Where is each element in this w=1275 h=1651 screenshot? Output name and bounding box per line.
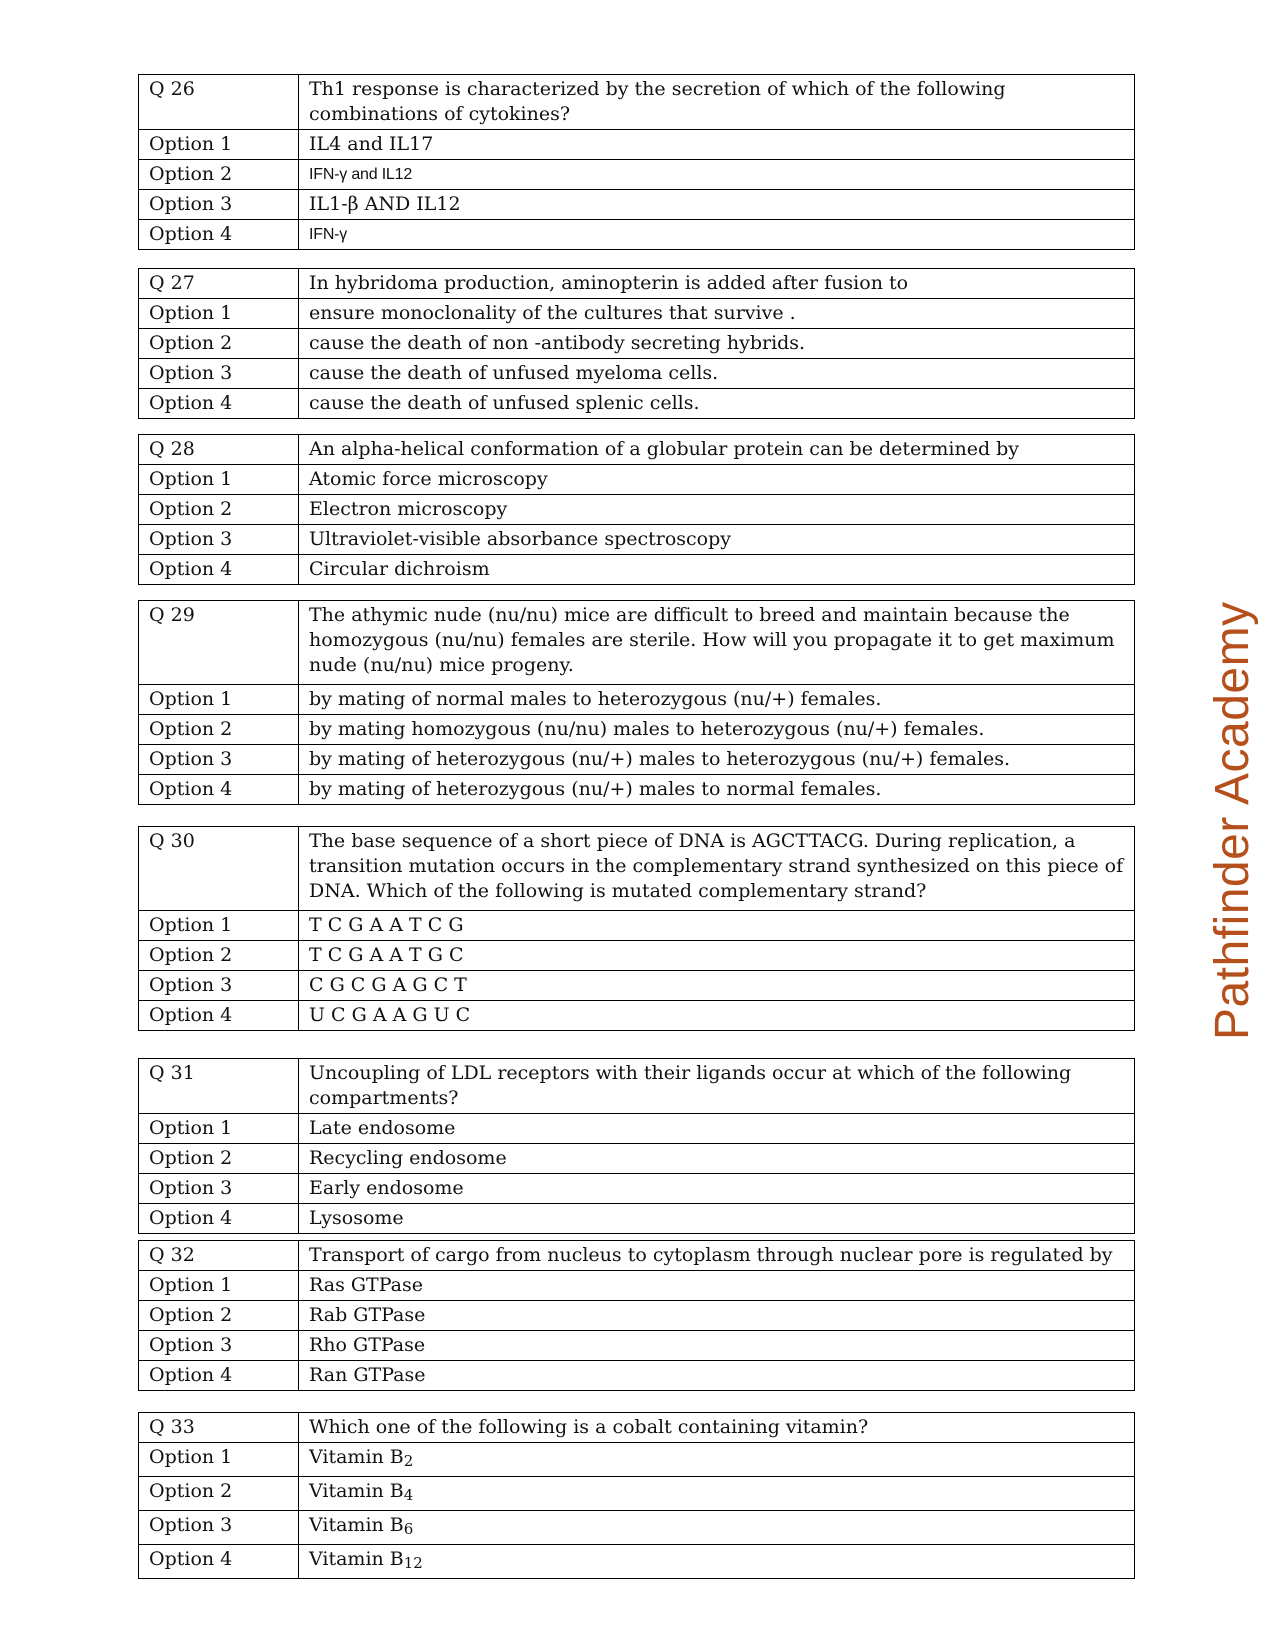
question-table-q26 [138, 74, 1135, 250]
question-number: Q 28 [139, 435, 299, 465]
question-text: Which one of the following is a cobalt containing vitamin? [299, 1413, 1135, 1443]
option-row [139, 775, 1135, 805]
option-label: Option 2 [139, 329, 299, 359]
question-text: The base sequence of a short piece of DNA is AGCTTACG. During replication, a transition mutation occurs in the complementary strand synthesized on this piece of DNA. Which of the following is mutated complementary strand? [299, 827, 1135, 911]
option-row [139, 555, 1135, 585]
option-text: Rab GTPase [299, 1301, 1135, 1331]
option-label: Option 3 [139, 525, 299, 555]
option-label: Option 2 [139, 1301, 299, 1331]
option-row [139, 941, 1135, 971]
question-text: The athymic nude (nu/nu) mice are difficult to breed and maintain because the homozygous (nu/nu) females are sterile. How will you propagate it to get maximum nude (nu/nu) mice progeny. [299, 601, 1135, 685]
option-label: Option 3 [139, 1331, 299, 1361]
option-row [139, 220, 1135, 250]
option-label: Option 4 [139, 775, 299, 805]
option-text [299, 1545, 1135, 1579]
option-text: cause the death of unfused myeloma cells. [299, 359, 1135, 389]
option-row [139, 329, 1135, 359]
option-row [139, 745, 1135, 775]
vitamin-subscript: 6 [403, 1520, 414, 1538]
option-text: Ras GTPase [299, 1271, 1135, 1301]
question-number: Q 31 [139, 1059, 299, 1114]
option-label: Option 2 [139, 715, 299, 745]
option-text: cause the death of unfused splenic cells. [299, 389, 1135, 419]
option-text: cause the death of non -antibody secreting hybrids. [299, 329, 1135, 359]
option-text: Atomic force microscopy [299, 465, 1135, 495]
option-label: Option 1 [139, 465, 299, 495]
option-row [139, 1271, 1135, 1301]
option-label: Option 2 [139, 1144, 299, 1174]
option-text [299, 1477, 1135, 1511]
option-row [139, 359, 1135, 389]
option-text: Rho GTPase [299, 1331, 1135, 1361]
question-row [139, 827, 1135, 911]
question-table-q30 [138, 826, 1135, 1031]
option-label: Option 1 [139, 299, 299, 329]
watermark-text: Pathfinder Academy [1206, 601, 1259, 1040]
option-text-main: Vitamin B [309, 1446, 404, 1468]
option-text [299, 1443, 1135, 1477]
question-row [139, 1059, 1135, 1114]
option-label: Option 1 [139, 1443, 299, 1477]
question-table-q28 [138, 434, 1135, 585]
option-label: Option 3 [139, 359, 299, 389]
option-label: Option 3 [139, 190, 299, 220]
option-text-main: Vitamin B [309, 1548, 404, 1570]
question-table-q31 [138, 1058, 1135, 1234]
option-label: Option 1 [139, 911, 299, 941]
option-row [139, 971, 1135, 1001]
option-label: Option 4 [139, 1001, 299, 1031]
question-number: Q 27 [139, 269, 299, 299]
option-text: IFN-γ and IL12 [299, 160, 1135, 190]
option-label: Option 2 [139, 495, 299, 525]
question-table-q32 [138, 1240, 1135, 1391]
option-text: Lysosome [299, 1204, 1135, 1234]
option-row [139, 1174, 1135, 1204]
question-table-q27 [138, 268, 1135, 419]
option-row [139, 299, 1135, 329]
option-row [139, 495, 1135, 525]
option-label: Option 3 [139, 1511, 299, 1545]
vitamin-subscript: 4 [403, 1486, 414, 1504]
vitamin-subscript: 2 [403, 1452, 414, 1470]
option-row [139, 1204, 1135, 1234]
question-row [139, 1413, 1135, 1443]
option-text: IL4 and IL17 [299, 130, 1135, 160]
option-label: Option 3 [139, 1174, 299, 1204]
question-text: In hybridoma production, aminopterin is added after fusion to [299, 269, 1135, 299]
question-text: An alpha-helical conformation of a globular protein can be determined by [299, 435, 1135, 465]
option-row [139, 130, 1135, 160]
option-row [139, 911, 1135, 941]
option-label: Option 1 [139, 1271, 299, 1301]
option-text: IFN-γ [299, 220, 1135, 250]
option-text: IL1-β AND IL12 [299, 190, 1135, 220]
option-text: by mating of heterozygous (nu/+) males to heterozygous (nu/+) females. [299, 745, 1135, 775]
option-row [139, 715, 1135, 745]
option-label: Option 4 [139, 555, 299, 585]
question-table-q33 [138, 1412, 1135, 1579]
question-row [139, 601, 1135, 685]
option-text: T C G A A T G C [299, 941, 1135, 971]
option-label: Option 4 [139, 389, 299, 419]
option-label: Option 3 [139, 745, 299, 775]
option-label: Option 2 [139, 941, 299, 971]
option-row [139, 1331, 1135, 1361]
option-label: Option 1 [139, 130, 299, 160]
question-table-q29 [138, 600, 1135, 805]
question-text: Transport of cargo from nucleus to cytoplasm through nuclear pore is regulated by [299, 1241, 1135, 1271]
option-label: Option 4 [139, 1204, 299, 1234]
option-text: Early endosome [299, 1174, 1135, 1204]
option-text-main: Vitamin B [309, 1480, 404, 1502]
option-row [139, 685, 1135, 715]
option-text: U C G A A G U C [299, 1001, 1135, 1031]
option-row [139, 1144, 1135, 1174]
option-text: C G C G A G C T [299, 971, 1135, 1001]
vitamin-subscript: 12 [403, 1554, 423, 1572]
option-text: Recycling endosome [299, 1144, 1135, 1174]
option-row [139, 1301, 1135, 1331]
option-row [139, 1511, 1135, 1545]
question-number: Q 26 [139, 75, 299, 130]
option-label: Option 2 [139, 1477, 299, 1511]
question-number: Q 30 [139, 827, 299, 911]
question-number: Q 33 [139, 1413, 299, 1443]
question-row [139, 75, 1135, 130]
option-row [139, 1545, 1135, 1579]
option-label: Option 3 [139, 971, 299, 1001]
option-row [139, 1001, 1135, 1031]
question-row [139, 1241, 1135, 1271]
option-text: by mating homozygous (nu/nu) males to heterozygous (nu/+) females. [299, 715, 1135, 745]
option-text: Circular dichroism [299, 555, 1135, 585]
option-row [139, 160, 1135, 190]
option-text: Late endosome [299, 1114, 1135, 1144]
option-label: Option 4 [139, 1545, 299, 1579]
question-number: Q 29 [139, 601, 299, 685]
option-row [139, 389, 1135, 419]
option-text: by mating of heterozygous (nu/+) males to normal females. [299, 775, 1135, 805]
option-text-main: Vitamin B [309, 1514, 404, 1536]
option-text [299, 1511, 1135, 1545]
option-text: Ultraviolet-visible absorbance spectroscopy [299, 525, 1135, 555]
option-label: Option 1 [139, 1114, 299, 1144]
option-text: T C G A A T C G [299, 911, 1135, 941]
option-label: Option 4 [139, 220, 299, 250]
option-row [139, 465, 1135, 495]
option-row [139, 525, 1135, 555]
question-number: Q 32 [139, 1241, 299, 1271]
question-text: Th1 response is characterized by the secretion of which of the following combinations of cytokines? [299, 75, 1135, 130]
option-label: Option 4 [139, 1361, 299, 1391]
option-row [139, 1114, 1135, 1144]
question-row [139, 269, 1135, 299]
option-text: Ran GTPase [299, 1361, 1135, 1391]
option-text: ensure monoclonality of the cultures that survive . [299, 299, 1135, 329]
option-row [139, 1443, 1135, 1477]
question-row [139, 435, 1135, 465]
option-text: Electron microscopy [299, 495, 1135, 525]
option-row [139, 1477, 1135, 1511]
question-text: Uncoupling of LDL receptors with their ligands occur at which of the following compartments? [299, 1059, 1135, 1114]
option-label: Option 2 [139, 160, 299, 190]
option-row [139, 190, 1135, 220]
option-label: Option 1 [139, 685, 299, 715]
option-text: by mating of normal males to heterozygous (nu/+) females. [299, 685, 1135, 715]
option-row [139, 1361, 1135, 1391]
